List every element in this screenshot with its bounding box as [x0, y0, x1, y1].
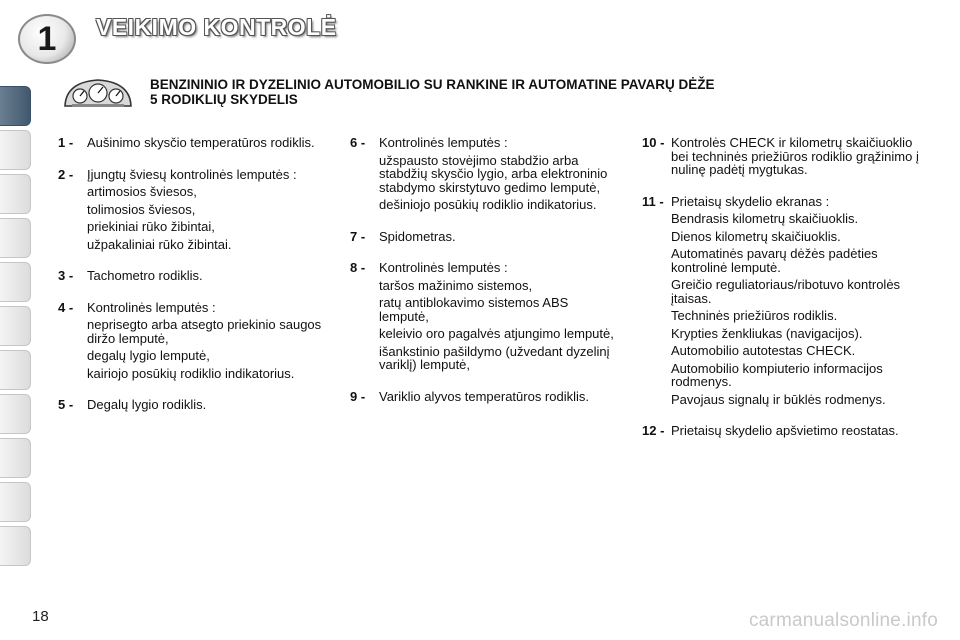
- legend-sub-item: priekiniai rūko žibintai,: [87, 219, 215, 234]
- legend-column-2: [350, 136, 615, 421]
- section-tab-active[interactable]: [0, 86, 31, 126]
- instrument-cluster-icon: [62, 76, 134, 110]
- legend-column-3: [642, 136, 932, 456]
- legend-entry: [58, 269, 328, 283]
- chapter-number: 1: [37, 19, 57, 58]
- chapter-badge: [18, 14, 76, 64]
- legend-number: 4 -: [58, 299, 74, 315]
- legend-column-1: [58, 136, 328, 430]
- section-tab[interactable]: [0, 438, 31, 478]
- section-tab[interactable]: [0, 130, 31, 170]
- legend-entry: [58, 168, 328, 252]
- legend-sub-item: ratų antiblokavimo sistemos ABS lemputė,: [379, 295, 569, 324]
- legend-number: 1 -: [58, 135, 74, 150]
- legend-sub-item: užspausto stovėjimo stabdžio arba stabdžių skysčio lygio, arba elektroninio stabdymo skirstytuvo gedimo lemputė,: [379, 152, 608, 195]
- legend-number: 8 -: [350, 260, 366, 275]
- legend-sub-item: degalų lygio lemputė,: [87, 348, 210, 363]
- legend-number: 9 -: [350, 388, 366, 404]
- watermark: carmanualsonline.info: [748, 610, 938, 631]
- legend-number: 3 -: [58, 268, 74, 283]
- section-tab-strip: [0, 64, 32, 576]
- section-title-line2: 5 RODIKLIŲ SKYDELIS: [150, 92, 298, 107]
- legend-entry: [350, 261, 615, 372]
- legend-sub-item: keleivio oro pagalvės atjungimo lemputė,: [379, 326, 614, 341]
- legend-entry: [642, 424, 932, 438]
- legend-sub-item: išankstinio pašildymo (užvedant dyzelinį variklį) lemputė,: [379, 343, 610, 372]
- legend-description: Spidometras.: [379, 228, 456, 244]
- legend-description: Tachometro rodiklis.: [87, 268, 203, 283]
- legend-sub-item: Techninės priežiūros rodiklis.: [671, 308, 838, 323]
- legend-description: Kontrolės CHECK ir kilometrų skaičiuoklio bei techninės priežiūros rodiklio grąžinimo į nulinę padėtį mygtukas.: [671, 135, 919, 177]
- section-tab[interactable]: [0, 394, 31, 434]
- section-tab[interactable]: [0, 350, 31, 390]
- legend-sub-item: Automatinės pavarų dėžės padėties kontrolinė lemputė.: [671, 246, 878, 275]
- legend-sub-item: užpakaliniai rūko žibintai.: [87, 236, 232, 252]
- section-title: [150, 77, 910, 107]
- legend-sub-item: neprisegto arba atsegto priekinio saugos diržo lemputė,: [87, 317, 322, 346]
- legend-number: 12 -: [642, 423, 665, 438]
- legend-number: 10 -: [642, 135, 665, 150]
- legend-sub-item: Automobilio autotestas CHECK.: [671, 343, 856, 358]
- legend-description: Prietaisų skydelio apšvietimo reostatas.: [671, 423, 899, 438]
- legend-description: Kontrolinės lemputės :: [87, 299, 216, 315]
- page-number: 18: [32, 608, 49, 625]
- section-tab[interactable]: [0, 218, 31, 258]
- legend-sub-item: dešiniojo posūkių rodiklio indikatorius.: [379, 197, 597, 212]
- legend-description: Variklio alyvos temperatūros rodiklis.: [379, 388, 589, 404]
- legend-description: Aušinimo skysčio temperatūros rodiklis.: [87, 135, 315, 150]
- legend-number: 7 -: [350, 228, 366, 244]
- legend-sub-item: Pavojaus signalų ir būklės rodmenys.: [671, 391, 886, 407]
- legend-entry: [350, 136, 615, 212]
- legend-entry: [350, 230, 615, 244]
- legend-description: Prietaisų skydelio ekranas :: [671, 193, 830, 209]
- legend-entry: [58, 398, 328, 412]
- legend-description: Kontrolinės lemputės :: [379, 260, 508, 275]
- legend-number: 11 -: [642, 193, 664, 209]
- legend-sub-item: taršos mažinimo sistemos,: [379, 277, 533, 293]
- legend-sub-item: kairiojo posūkių rodiklio indikatorius.: [87, 365, 295, 381]
- legend-description: Kontrolinės lemputės :: [379, 135, 508, 150]
- legend-entry: [58, 301, 328, 381]
- section-tab[interactable]: [0, 526, 31, 566]
- legend-sub-item: artimosios šviesos,: [87, 184, 197, 199]
- legend-sub-item: Bendrasis kilometrų skaičiuoklis.: [671, 211, 859, 226]
- legend-sub-item: Greičio reguliatoriaus/ribotuvo kontrolės įtaisas.: [671, 277, 901, 306]
- legend-entry: [642, 136, 932, 177]
- legend-number: 5 -: [58, 397, 74, 412]
- legend-sub-item: Automobilio kompiuterio informacijos rodmenys.: [671, 360, 883, 389]
- legend-number: 2 -: [58, 166, 74, 182]
- section-tab[interactable]: [0, 306, 31, 346]
- legend-entry: [642, 195, 932, 407]
- legend-sub-item: Dienos kilometrų skaičiuoklis.: [671, 228, 841, 244]
- legend-description: Įjungtų šviesų kontrolinės lemputės :: [87, 166, 297, 182]
- section-tab[interactable]: [0, 482, 31, 522]
- legend-sub-item: Krypties ženkliukas (navigacijos).: [671, 325, 863, 341]
- legend-entry: [350, 390, 615, 404]
- chapter-title: VEIKIMO KONTROLĖ: [96, 14, 337, 40]
- section-tab[interactable]: [0, 262, 31, 302]
- section-tab[interactable]: [0, 174, 31, 214]
- legend-sub-item: tolimosios šviesos,: [87, 201, 196, 217]
- legend-number: 6 -: [350, 135, 366, 150]
- legend-description: Degalų lygio rodiklis.: [87, 397, 207, 412]
- section-title-line1: BENZININIO IR DYZELINIO AUTOMOBILIO SU RANKINE IR AUTOMATINE PAVARŲ DĖŽE: [150, 77, 715, 92]
- legend-entry: [58, 136, 328, 150]
